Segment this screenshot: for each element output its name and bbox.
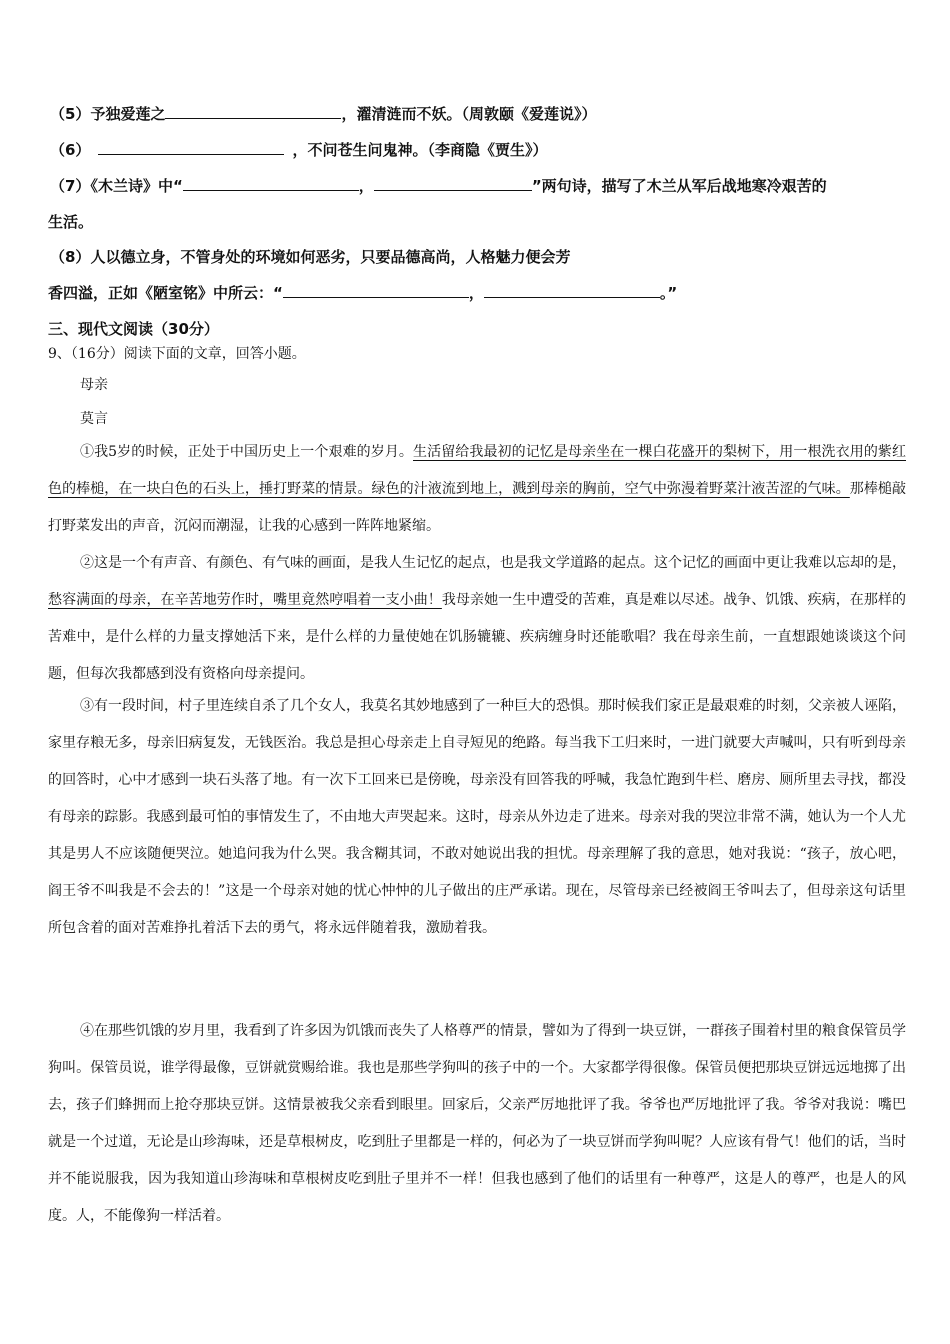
question-5 <box>50 103 910 124</box>
section-title: 三、现代文阅读（30分） <box>48 320 219 338</box>
article-author: 莫言 <box>80 411 108 427</box>
question-8-text-b: 香四溢，正如《陋室铭》中所云：“ <box>48 284 283 302</box>
paragraph-2-lead: ②这是一个有声音、有颜色、有气味的画面，是我人生记忆的起点，也是我文学道路的起点。这个记忆的画面中更让我难以忘却的是， <box>80 555 906 571</box>
question-8-text-mid: ， <box>468 284 484 302</box>
article-paragraph-2 <box>48 545 906 693</box>
question-7-text-a: 《木兰诗》中“ <box>90 177 183 195</box>
paragraph-2-underlined: 愁容满面的母亲，在辛苦地劳作时，嘴里竟然哼唱着一支小曲！ <box>48 592 442 608</box>
question-8-continuation <box>48 282 908 303</box>
answer-blank-6[interactable] <box>98 140 284 155</box>
question-7-label: （7） <box>50 177 91 195</box>
answer-blank-8b[interactable] <box>484 283 660 298</box>
question-6-text-b: ，不问苍生问鬼神。（李商隐《贾生》） <box>292 141 548 159</box>
paragraph-2-tail: 我母亲她一生中遭受的苦难，真是难以尽述。战争、饥饿、疾病，在那样的苦难中，是什么样的力量支撑她活下来，是什么样的力量使她在饥肠辘辘、疾病缠身时还能歌唱？我在母亲生前，一直想跟她谈谈这个问题，但每次我都感到没有资格向母亲提问。 <box>48 592 907 682</box>
question-7-text-b: ”两句诗，描写了木兰从军后战地寒冷艰苦的 <box>531 177 827 195</box>
question-8-text-a: 人以德立身，不管身处的环境如何恶劣，只要品德高尚，人格魅力便会芳 <box>90 248 571 266</box>
question-5-label: （5） <box>50 105 91 123</box>
answer-blank-5[interactable] <box>165 104 341 119</box>
question-5-text-b: ，濯清涟而不妖。（周敦颐《爱莲说》） <box>341 105 597 123</box>
question-6-label: （6） <box>50 141 91 159</box>
answer-blank-8a[interactable] <box>283 283 469 298</box>
answer-blank-7a[interactable] <box>183 176 359 191</box>
question-9-intro: 9、（16分）阅读下面的文章，回答小题。 <box>48 346 306 362</box>
article-paragraph-3: ③有一段时间，村子里连续自杀了几个女人，我莫名其妙地感到了一种巨大的恐惧。那时候我们家正是最艰难的时刻，父亲被人诬陷，家里存粮无多，母亲旧病复发，无钱医治。我总是担心母亲走上自寻短见的绝路。每当我下工归来时，一进门就要大声喊叫，只有听到母亲的回答时，心中才感到一块石头落了地。有一次下工回来已是傍晚，母亲没有回答我的呼喊，我急忙跑到牛栏、磨房、厕所里去寻找，都没有母亲的踪影。我感到最可怕的事情发生了，不由地大声哭起来。这时，母亲从外边走了进来。母亲对我的哭泣非常不满，她认为一个人尤其是男人不应该随便哭泣。她追问我为什么哭。我含糊其词，不敢对她说出我的担忧。母亲理解了我的意思，她对我说：“孩子，放心吧，阎王爷不叫我是不会去的！”这是一个母亲对她的忧心忡忡的儿子做出的庄严承诺。现在，尽管母亲已经被阎王爷叫去了，但母亲这句话里所包含着的面对苦难挣扎着活下去的勇气，将永远伴随着我，激励着我。 <box>48 698 906 936</box>
question-6 <box>50 139 910 160</box>
paragraph-1-tail: 那棒槌敲打野菜发出的声音，沉闷而潮湿，让我的心感到一阵阵地紧缩。 <box>48 481 906 534</box>
paragraph-1-lead: ①我5岁的时候，正处于中国历史上一个艰难的岁月。 <box>80 444 414 460</box>
answer-blank-7b[interactable] <box>374 176 532 191</box>
question-7-continuation <box>48 211 908 232</box>
question-7 <box>50 175 910 196</box>
article-paragraph-4: ④在那些饥饿的岁月里，我看到了许多因为饥饿而丧失了人格尊严的情景，譬如为了得到一块豆饼，一群孩子围着村里的粮食保管员学狗叫。保管员说，谁学得最像，豆饼就赏赐给谁。我也是那些学狗叫的孩子中的一个。大家都学得很像。保管员便把那块豆饼远远地掷了出去，孩子们蜂拥而上抢夺那块豆饼。这情景被我父亲看到眼里。回家后，父亲严厉地批评了我。爷爷也严厉地批评了我。爷爷对我说：嘴巴就是一个过道，无论是山珍海味，还是草根树皮，吃到肚子里都是一样的，何必为了一块豆饼而学狗叫呢？人应该有骨气！他们的话，当时并不能说服我，因为我知道山珍海味和草根树皮吃到肚子里并不一样！但我也感到了他们的话里有一种尊严，这是人的尊严，也是人的风度。人，不能像狗一样活着。 <box>48 1023 906 1224</box>
question-8 <box>50 246 910 267</box>
question-7-text-mid: ， <box>358 177 374 195</box>
question-7-text-c: 生活。 <box>48 213 94 231</box>
article-title: 母亲 <box>80 377 108 393</box>
article-paragraph-1 <box>48 434 906 545</box>
question-8-text-end: 。” <box>659 284 678 302</box>
question-8-label: （8） <box>50 248 91 266</box>
question-5-text-a: 予独爱莲之 <box>90 105 166 123</box>
paragraph-1-underlined: 生活留给我最初的记忆是母亲坐在一棵白花盛开的梨树下，用一根洗衣用的紫红色的棒槌，在一块白色的石头上，捶打野菜的情景。绿色的汁液流到地上，溅到母亲的胸前，空气中弥漫着野菜汁液苦涩的气味。 <box>48 444 906 497</box>
